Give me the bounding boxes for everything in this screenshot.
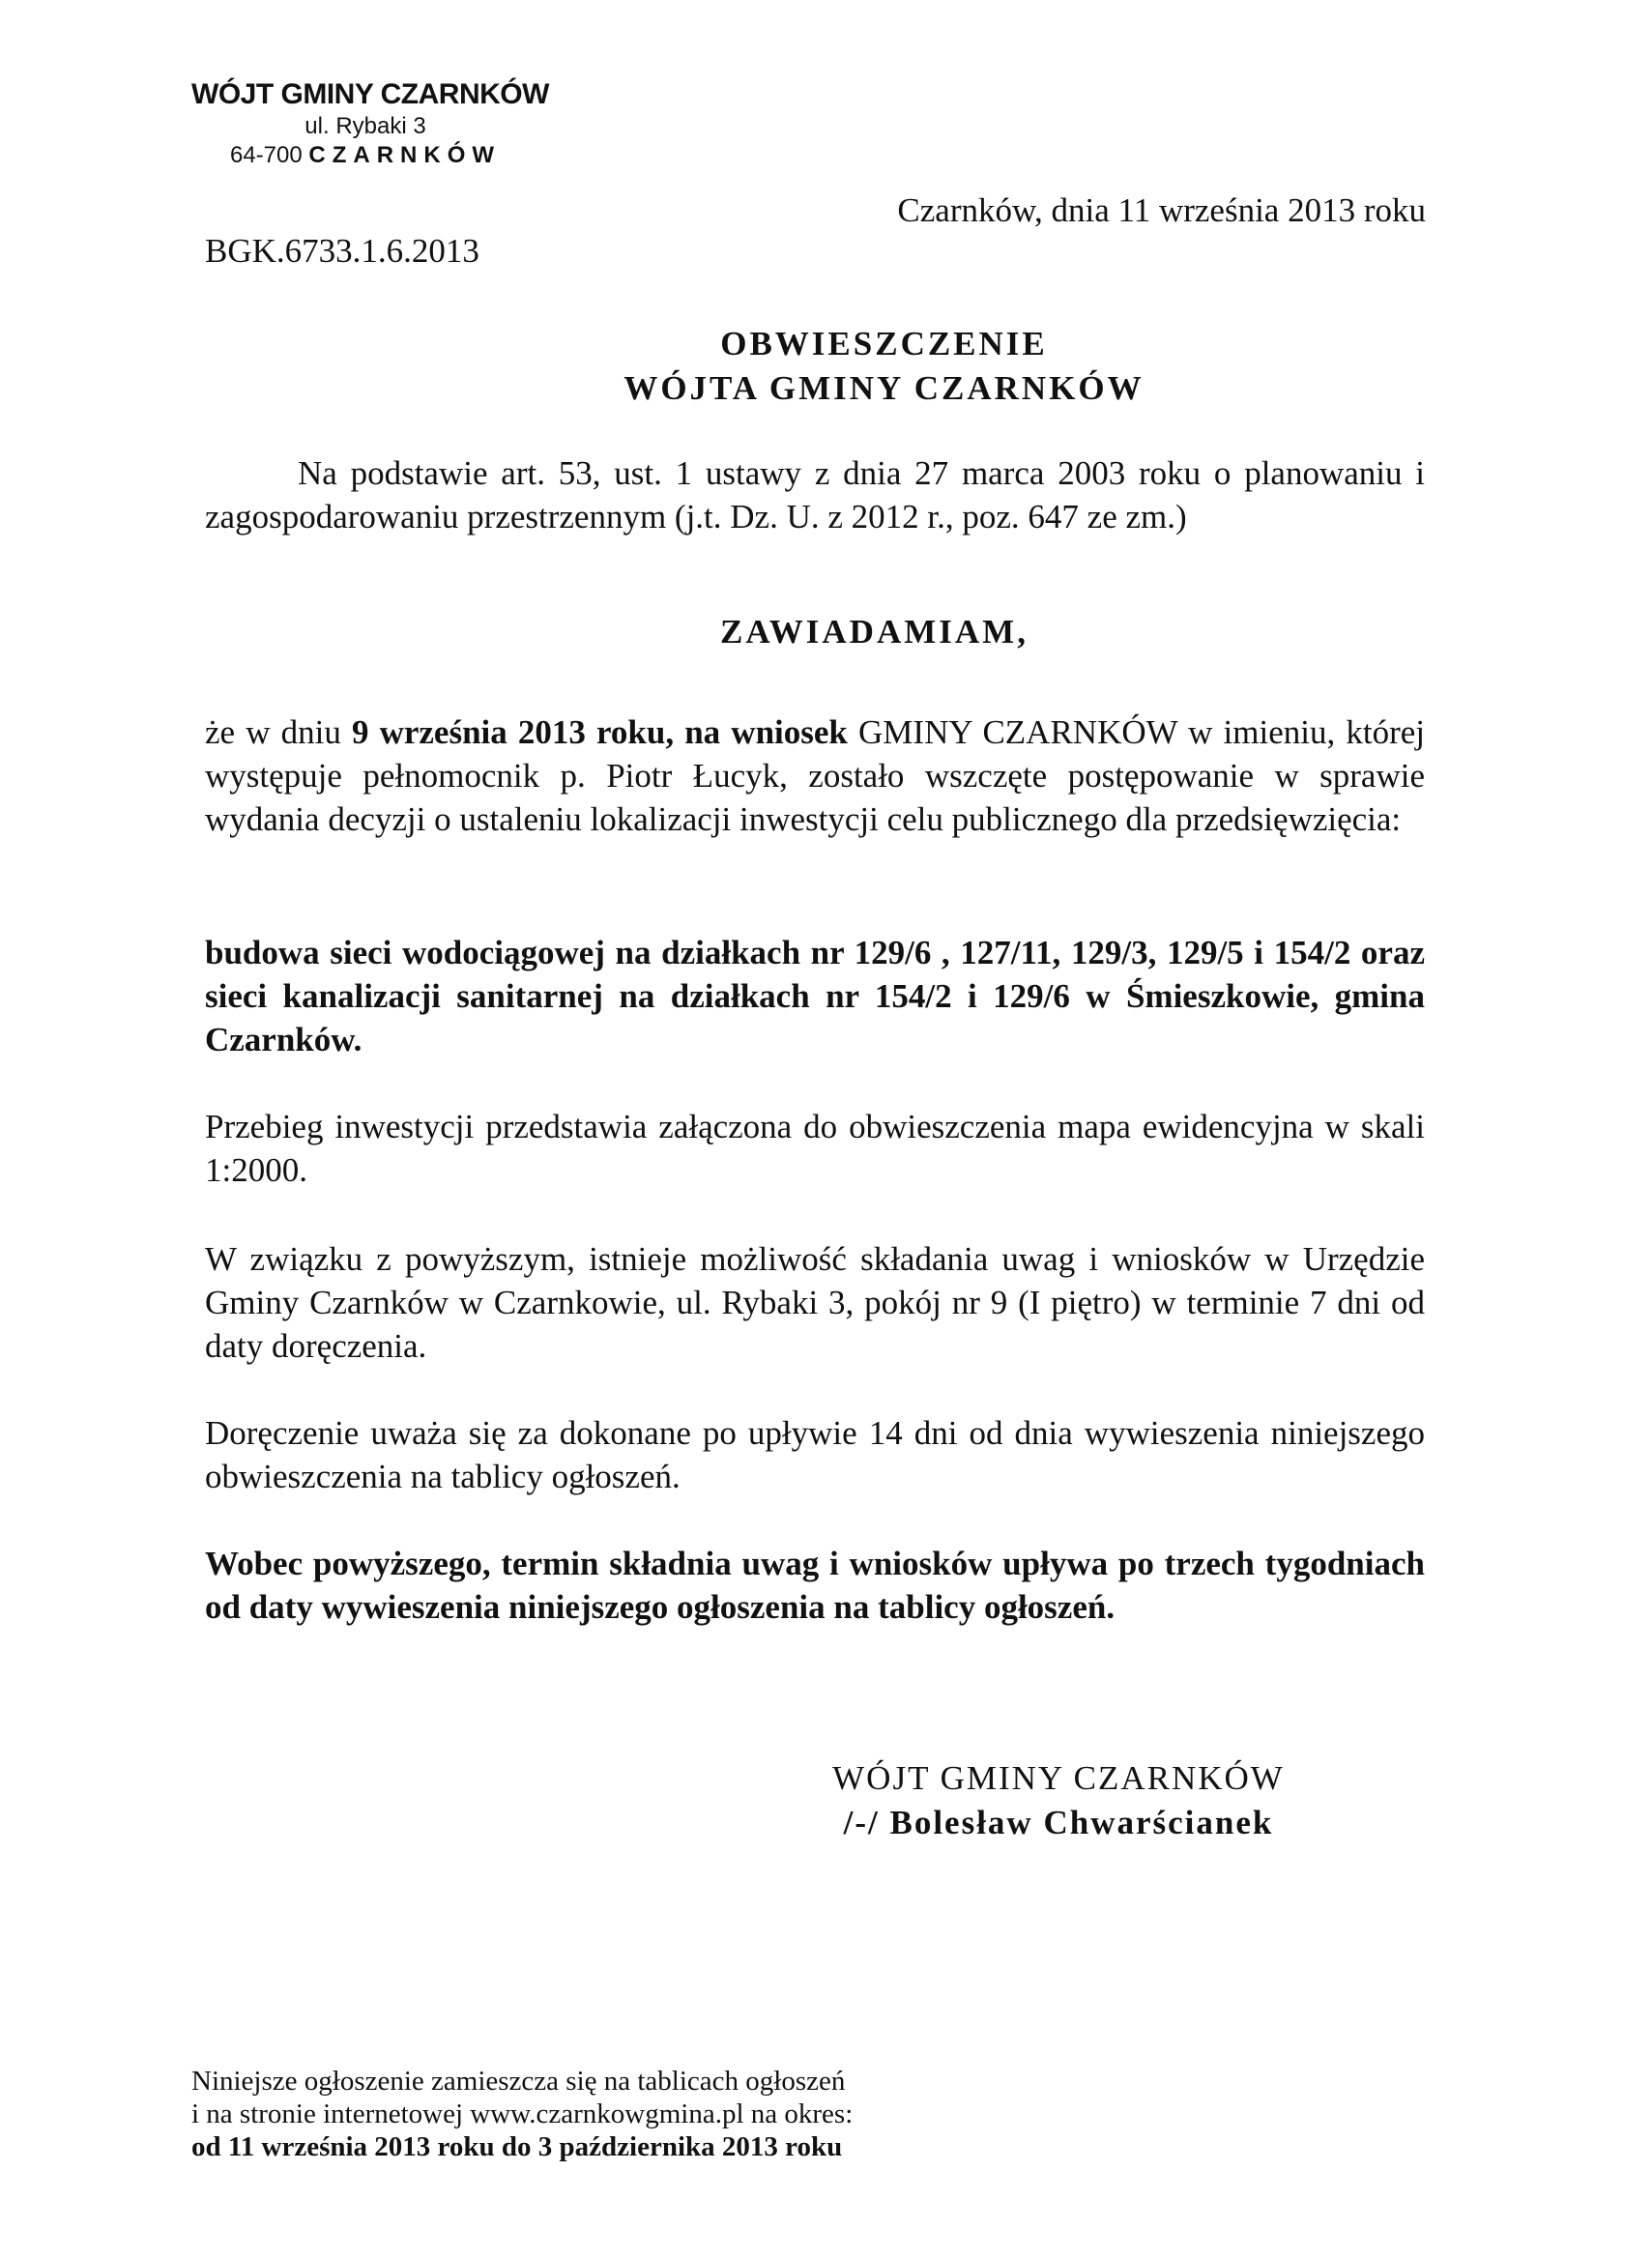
deadline-paragraph: Wobec powyższego, termin składnia uwag i wniosków upływa po trzech tygodniach od daty wywieszenia niniejszego ogłoszenia na tablicy ogłoszeń. xyxy=(205,1545,1425,1626)
title-line-1: OBWIESZCZENIE xyxy=(720,325,1048,362)
reference-number: BGK.6733.1.6.2013 xyxy=(205,232,479,270)
delivery-paragraph: Doręczenie uważa się za dokonane po upływie 14 dni od dnia wywieszenia niniejszego obwieszczenia na tablicy ogłoszeń. xyxy=(205,1414,1425,1495)
publication-note xyxy=(191,2065,1061,2163)
route-paragraph: Przebieg inwestycji przedstawia załączona do obwieszczenia mapa ewidencyjna w skali 1:2000. xyxy=(205,1108,1425,1189)
place-date: Czarnków, dnia 11 września 2013 roku xyxy=(897,191,1426,229)
signature-title: WÓJT GMINY CZARNKÓW xyxy=(832,1759,1285,1797)
stamp-street: ul. Rybaki 3 xyxy=(304,113,426,139)
footer-period: od 11 września 2013 roku do 3 października 2013 roku xyxy=(191,2131,843,2162)
proceedings-paragraph xyxy=(205,710,1425,841)
remarks-paragraph: W związku z powyższym, istnieje możliwość składania uwag i wniosków w Urzędzie Gminy Czarnków w Czarnkowie, ul. Rybaki 3, pokój nr 9 (I piętro) w terminie 7 dni od daty doręczenia. xyxy=(205,1240,1425,1365)
signature-name: /-/ Bolesław Chwarścianek xyxy=(843,1804,1274,1841)
announcement-heading: ZAWIADAMIAM, xyxy=(720,613,1029,651)
proceedings-date-bold: 9 września 2013 roku, na wniosek xyxy=(351,713,848,751)
signature-block xyxy=(773,1756,1344,1845)
title-line-2: WÓJTA GMINY CZARNKÓW xyxy=(623,369,1145,407)
document-title xyxy=(0,322,1652,411)
stamp-office-name: WÓJT GMINY CZARNKÓW xyxy=(191,78,549,110)
office-stamp xyxy=(191,77,578,170)
stamp-city-line xyxy=(153,141,578,170)
investment-description: budowa sieci wodociągowej na działkach nr 129/6 , 127/11, 129/3, 129/5 i 154/2 oraz sieci kanalizacji sanitarnej na działkach nr 154/2 i 129/6 w Śmieszkowie, gmina Czarnków. xyxy=(205,934,1425,1058)
legal-basis: Na podstawie art. 53, ust. 1 ustawy z dnia 27 marca 2003 roku o planowaniu i zagospodarowaniu przestrzennym (j.t. Dz. U. z 2012 r., poz. 647 ze zm.) xyxy=(205,454,1425,536)
stamp-city: CZARNKÓW xyxy=(308,142,502,168)
footer-line-2: i na stronie internetowej www.czarnkowgmina.pl na okres: xyxy=(191,2099,854,2129)
footer-line-1: Niniejsze ogłoszenie zamieszcza się na tablicach ogłoszeń xyxy=(191,2066,846,2097)
stamp-postcode: 64-700 xyxy=(229,142,303,168)
proceedings-text-start: że w dniu xyxy=(205,713,352,751)
proceedings-text-rest: GMINY CZARNKÓW w imieniu, której występuje pełnomocnik p. Piotr Łucyk, zostało wszczęte postępowanie w sprawie wydania decyzji o ustaleniu lokalizacji inwestycji celu publicznego dla przedsięwzięcia: xyxy=(205,713,1425,838)
